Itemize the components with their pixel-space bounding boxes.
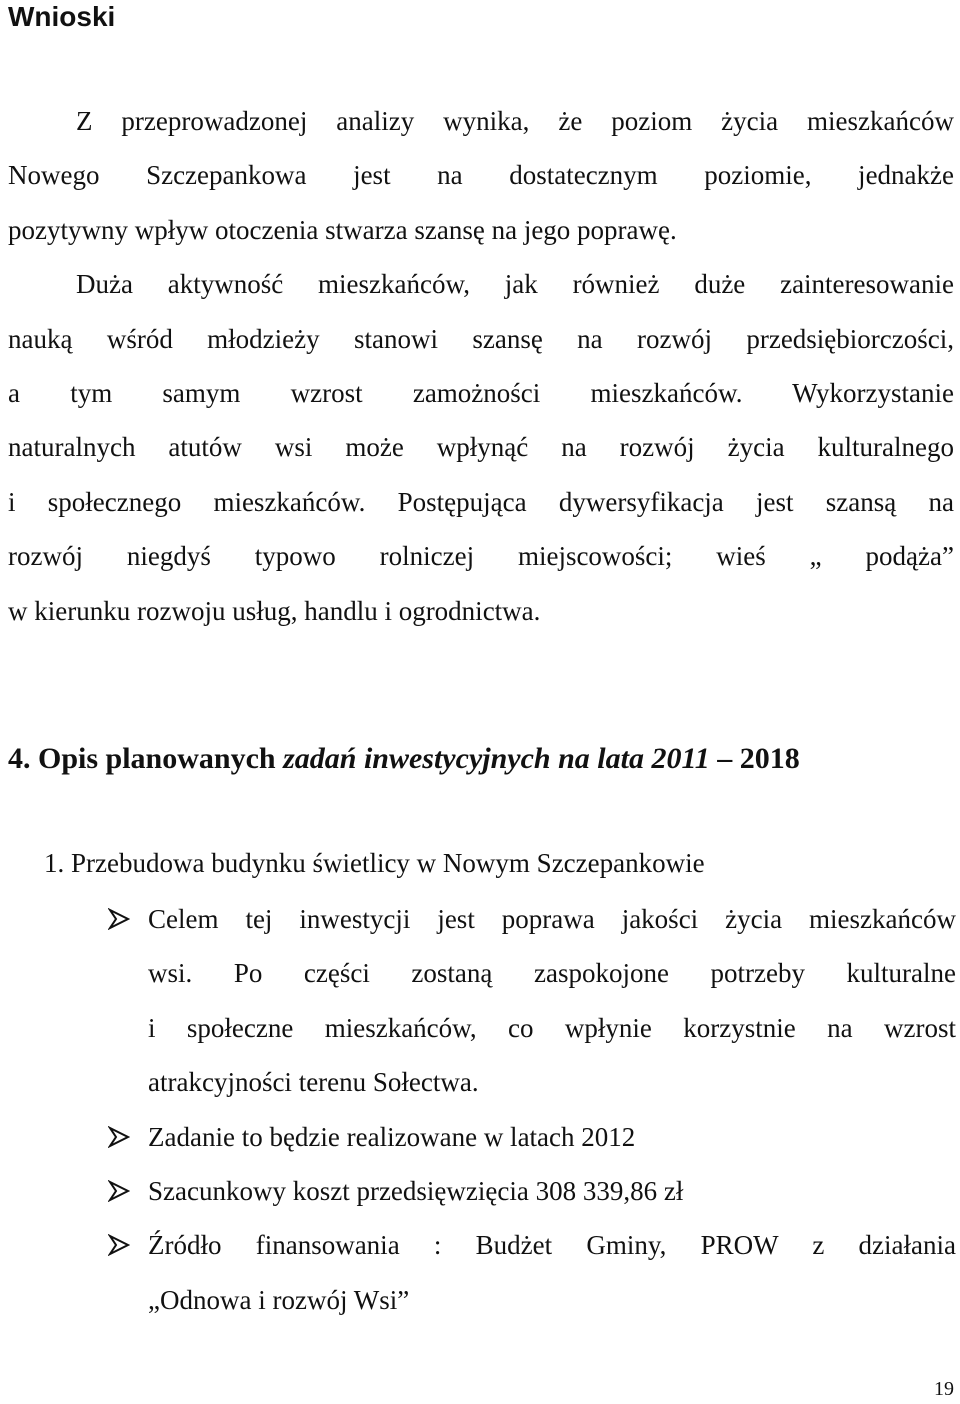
bullet-line: i społeczne mieszkańców, co wpłynie korzystnie na wzrost [148,1012,956,1043]
paragraph-line: Nowego Szczepankowa jest na dostatecznym poziomie, jednakże [8,160,954,191]
paragraph-line: Z przeprowadzonej analizy wynika, że poziom życia mieszkańców [76,106,954,136]
arrowhead-bullet-icon [108,1164,134,1218]
paragraph-line: pozytywny wpływ otoczenia stwarza szansę na jego poprawę. [8,214,677,245]
paragraph-line: nauką wśród młodzieży stanowi szansę na rozwój przedsiębiorczości, [8,323,954,354]
bullet-line: wsi. Po części zostaną zaspokojone potrzeby kulturalne [148,958,956,989]
list-item [108,1110,956,1164]
bullet-line: Szacunkowy koszt przedsięwzięcia 308 339,86 zł [148,1176,684,1207]
paragraph-line: Duża aktywność mieszkańców, jak również duże zainteresowanie [76,269,954,300]
bullet-line: Celem tej inwestycji jest poprawa jakości życia mieszkańców [148,904,956,934]
paragraph-line: w kierunku rozwoju usług, handlu i ogrodnictwa. [8,595,541,626]
arrowhead-bullet-icon [108,892,134,946]
task-bullet-list [108,892,956,1327]
bullet-line: „Odnowa i rozwój Wsi” [148,1284,410,1315]
arrowhead-bullet-icon [108,1110,134,1164]
paragraph-line: i społecznego mieszkańców. Postępująca dywersyfikacja jest szansą na [8,486,954,517]
section-title-end: – 2018 [709,742,800,775]
paragraph-line: naturalnych atutów wsi może wpłynąć na rozwój życia kulturalnego [8,432,954,463]
section-title [8,734,800,784]
page-heading: Wnioski [8,1,116,32]
paragraph-line: rozwój niegdyś typowo rolniczej miejscowości; wieś „ podąża” [8,541,954,572]
bullet-line: Zadanie to będzie realizowane w latach 2012 [148,1121,636,1152]
section-title-start: 4. Opis planowanych [8,742,284,775]
list-item [108,1164,956,1218]
task-title: 1. Przebudowa budynku świetlicy w Nowym Szczepankowie [44,848,705,878]
paragraph-line: a tym samym wzrost zamożności mieszkańców. Wykorzystanie [8,378,954,409]
list-item [108,892,956,1110]
bullet-line: Źródło finansowania : Budżet Gminy, PROW z działania [148,1230,956,1261]
conclusions-paragraph [8,94,954,638]
bullet-line: atrakcyjności terenu Sołectwa. [148,1067,479,1098]
list-item [108,1218,956,1327]
page-number: 19 [934,1378,954,1400]
section-title-italic: zadań inwestycyjnych na lata 2011 [283,742,710,775]
arrowhead-bullet-icon [108,1218,134,1272]
